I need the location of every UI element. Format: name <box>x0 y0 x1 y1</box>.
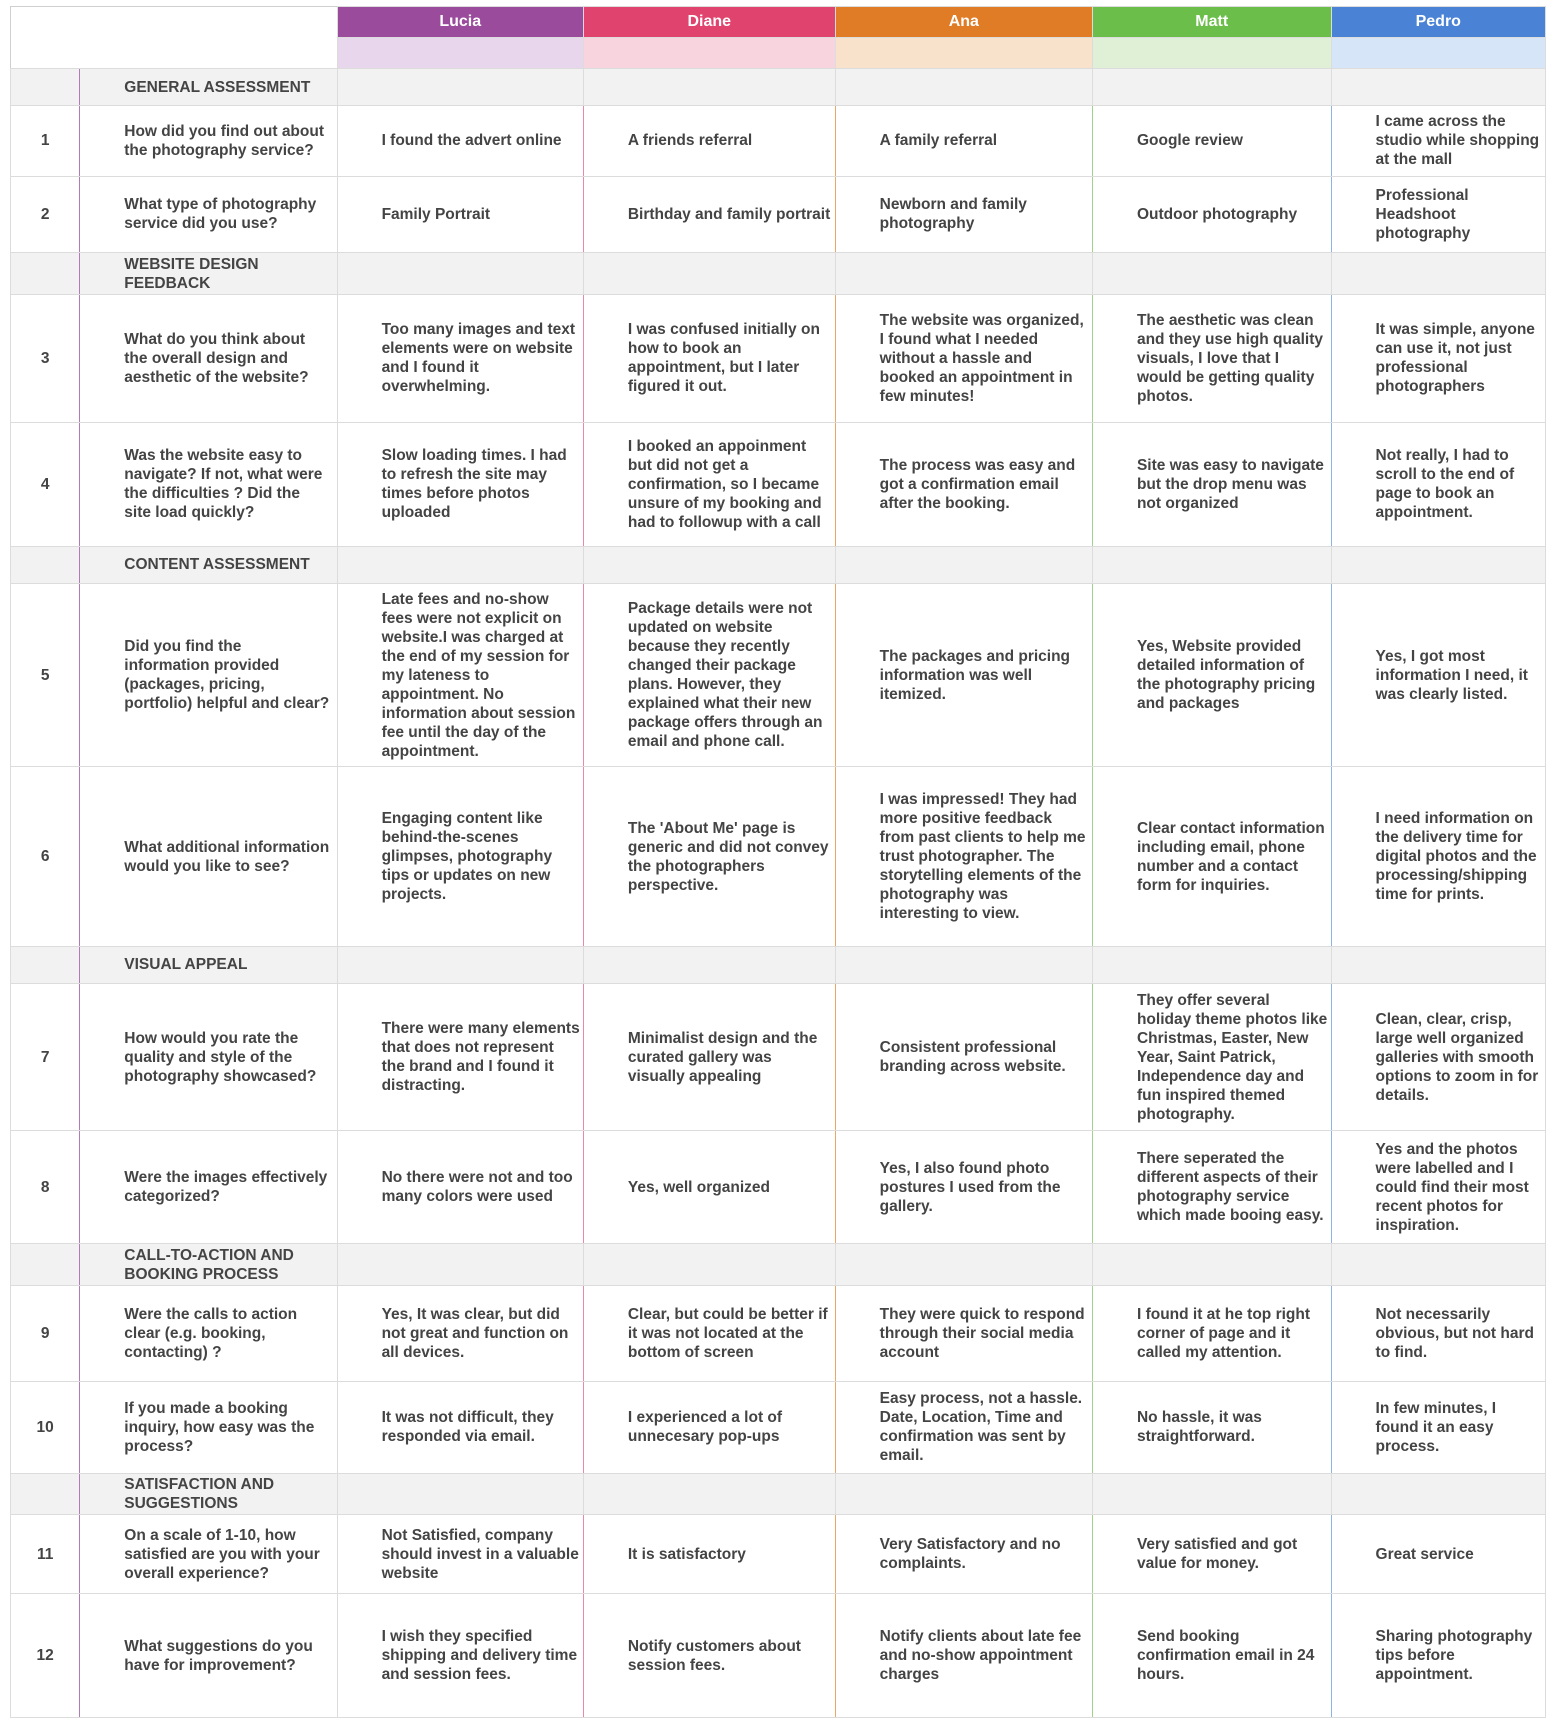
answer-lucia: Family Portrait <box>337 176 583 253</box>
answer-ana: Yes, I also found photo postures I used from the gallery. <box>835 1131 1092 1244</box>
answer-matt: Very satisfied and got value for money. <box>1092 1515 1331 1594</box>
answer-pedro: It was simple, anyone can use it, not just professional photographers <box>1331 294 1545 422</box>
section-empty-cell <box>1092 546 1331 583</box>
section-title: VISUAL APPEAL <box>80 946 337 983</box>
answer-pedro: Sharing photography tips before appointment. <box>1331 1594 1545 1718</box>
section-empty-cell <box>1331 68 1545 105</box>
question-row <box>11 294 1546 422</box>
answer-ana: The packages and pricing information was well itemized. <box>835 584 1092 767</box>
section-title: CONTENT ASSESSMENT <box>80 546 337 583</box>
question-row <box>11 422 1546 546</box>
question-number: 12 <box>11 1594 80 1718</box>
question-row <box>11 767 1546 946</box>
question-row <box>11 1285 1546 1381</box>
participant-tint-diane <box>583 37 835 68</box>
question-row <box>11 1131 1546 1244</box>
answer-pedro: Great service <box>1331 1515 1545 1594</box>
question-text: How did you find out about the photography service? <box>80 106 337 176</box>
question-number: 4 <box>11 422 80 546</box>
section-num-cell <box>11 546 80 583</box>
section-empty-cell <box>337 253 583 295</box>
feedback-table <box>10 6 1546 1718</box>
section-empty-cell <box>337 1244 583 1286</box>
answer-matt: The aesthetic was clean and they use high quality visuals, I love that I would be getting quality photos. <box>1092 294 1331 422</box>
answer-lucia: Yes, It was clear, but did not great and function on all devices. <box>337 1285 583 1381</box>
answer-ana: The website was organized, I found what I needed without a hassle and booked an appointment in few minutes! <box>835 294 1092 422</box>
question-text: If you made a booking inquiry, how easy was the process? <box>80 1381 337 1473</box>
section-num-cell <box>11 1244 80 1286</box>
answer-lucia: I wish they specified shipping and delivery time and session fees. <box>337 1594 583 1718</box>
answer-diane: It is satisfactory <box>583 1515 835 1594</box>
answer-diane: Package details were not updated on website because they recently changed their package plans. However, they explained what their new package offers through an email and phone call. <box>583 584 835 767</box>
section-empty-cell <box>1092 68 1331 105</box>
section-num-cell <box>11 1473 80 1515</box>
question-number: 3 <box>11 294 80 422</box>
section-row <box>11 1473 1546 1515</box>
answer-lucia: Engaging content like behind-the-scenes glimpses, photography tips or updates on new projects. <box>337 767 583 946</box>
question-number: 5 <box>11 584 80 767</box>
answer-ana: A family referral <box>835 106 1092 176</box>
answer-ana: The process was easy and got a confirmation email after the booking. <box>835 422 1092 546</box>
answer-matt: Google review <box>1092 106 1331 176</box>
section-empty-cell <box>1092 1473 1331 1515</box>
answer-ana: Consistent professional branding across website. <box>835 984 1092 1131</box>
answer-lucia: No there were not and too many colors were used <box>337 1131 583 1244</box>
section-empty-cell <box>337 546 583 583</box>
answer-diane: I was confused initially on how to book an appointment, but I later figured it out. <box>583 294 835 422</box>
question-number: 9 <box>11 1285 80 1381</box>
answer-ana: Easy process, not a hassle. Date, Location, Time and confirmation was sent by email. <box>835 1381 1092 1473</box>
question-text: Did you find the information provided (packages, pricing, portfolio) helpful and clear? <box>80 584 337 767</box>
answer-lucia: There were many elements that does not represent the brand and I found it distracting. <box>337 984 583 1131</box>
section-empty-cell <box>583 946 835 983</box>
section-empty-cell <box>835 1244 1092 1286</box>
section-num-cell <box>11 946 80 983</box>
question-row <box>11 1594 1546 1718</box>
answer-lucia: Not Satisfied, company should invest in a valuable website <box>337 1515 583 1594</box>
answer-matt: No hassle, it was straightforward. <box>1092 1381 1331 1473</box>
answer-diane: I experienced a lot of unnecesary pop-ups <box>583 1381 835 1473</box>
section-row <box>11 546 1546 583</box>
section-title: CALL-TO-ACTION AND BOOKING PROCESS <box>80 1244 337 1286</box>
section-row <box>11 68 1546 105</box>
participant-tint-matt <box>1092 37 1331 68</box>
question-number: 6 <box>11 767 80 946</box>
question-text: How would you rate the quality and style of the photography showcased? <box>80 984 337 1131</box>
section-num-cell <box>11 253 80 295</box>
answer-matt: There seperated the different aspects of their photography service which made booing easy. <box>1092 1131 1331 1244</box>
question-text: What suggestions do you have for improvement? <box>80 1594 337 1718</box>
participant-tint-lucia <box>337 37 583 68</box>
section-empty-cell <box>337 1473 583 1515</box>
answer-diane: Birthday and family portrait <box>583 176 835 253</box>
answer-diane: Yes, well organized <box>583 1131 835 1244</box>
question-row <box>11 106 1546 176</box>
participant-tint-ana <box>835 37 1092 68</box>
question-number: 8 <box>11 1131 80 1244</box>
section-row <box>11 1244 1546 1286</box>
answer-matt: Clear contact information including email, phone number and a contact form for inquiries. <box>1092 767 1331 946</box>
question-text: What type of photography service did you use? <box>80 176 337 253</box>
question-text: Were the images effectively categorized? <box>80 1131 337 1244</box>
participant-header-matt: Matt <box>1092 7 1331 38</box>
question-text: What additional information would you like to see? <box>80 767 337 946</box>
section-empty-cell <box>835 546 1092 583</box>
section-title: WEBSITE DESIGN FEEDBACK <box>80 253 337 295</box>
section-num-cell <box>11 68 80 105</box>
participant-header-ana: Ana <box>835 7 1092 38</box>
question-text: Was the website easy to navigate? If not, what were the difficulties ? Did the site load quickly? <box>80 422 337 546</box>
answer-diane: Clear, but could be better if it was not located at the bottom of screen <box>583 1285 835 1381</box>
section-empty-cell <box>835 946 1092 983</box>
section-empty-cell <box>337 946 583 983</box>
question-text: What do you think about the overall design and aesthetic of the website? <box>80 294 337 422</box>
question-row <box>11 984 1546 1131</box>
answer-matt: Yes, Website provided detailed information of the photography pricing and packages <box>1092 584 1331 767</box>
answer-pedro: Yes and the photos were labelled and I could find their most recent photos for inspiration. <box>1331 1131 1545 1244</box>
section-empty-cell <box>1092 1244 1331 1286</box>
participant-header-row <box>11 7 1546 38</box>
answer-pedro: Yes, I got most information I need, it was clearly listed. <box>1331 584 1545 767</box>
question-text: Were the calls to action clear (e.g. booking, contacting) ? <box>80 1285 337 1381</box>
question-number: 10 <box>11 1381 80 1473</box>
question-row <box>11 584 1546 767</box>
section-row <box>11 253 1546 295</box>
answer-matt: Site was easy to navigate but the drop menu was not organized <box>1092 422 1331 546</box>
question-row <box>11 1381 1546 1473</box>
section-empty-cell <box>583 1244 835 1286</box>
answer-ana: I was impressed! They had more positive feedback from past clients to help me trust photographer. The storytelling elements of the photography was interesting to view. <box>835 767 1092 946</box>
answer-diane: The 'About Me' page is generic and did not convey the photographers perspective. <box>583 767 835 946</box>
answer-matt: Outdoor photography <box>1092 176 1331 253</box>
participant-header-lucia: Lucia <box>337 7 583 38</box>
answer-matt: Send booking confirmation email in 24 hours. <box>1092 1594 1331 1718</box>
section-empty-cell <box>1331 253 1545 295</box>
header-corner <box>11 7 338 69</box>
section-empty-cell <box>583 253 835 295</box>
question-row <box>11 1515 1546 1594</box>
section-empty-cell <box>583 546 835 583</box>
answer-lucia: I found the advert online <box>337 106 583 176</box>
answer-ana: Very Satisfactory and no complaints. <box>835 1515 1092 1594</box>
section-empty-cell <box>1092 946 1331 983</box>
section-title: GENERAL ASSESSMENT <box>80 68 337 105</box>
answer-ana: Notify clients about late fee and no-show appointment charges <box>835 1594 1092 1718</box>
question-number: 2 <box>11 176 80 253</box>
section-row <box>11 946 1546 983</box>
answer-diane: Minimalist design and the curated gallery was visually appealing <box>583 984 835 1131</box>
participant-tint-pedro <box>1331 37 1545 68</box>
section-empty-cell <box>337 68 583 105</box>
question-number: 11 <box>11 1515 80 1594</box>
answer-diane: Notify customers about session fees. <box>583 1594 835 1718</box>
question-row <box>11 176 1546 253</box>
answer-pedro: In few minutes, I found it an easy process. <box>1331 1381 1545 1473</box>
answer-pedro: I need information on the delivery time for digital photos and the processing/shipping time for prints. <box>1331 767 1545 946</box>
section-empty-cell <box>1092 253 1331 295</box>
answer-pedro: Not necessarily obvious, but not hard to find. <box>1331 1285 1545 1381</box>
section-empty-cell <box>1331 1244 1545 1286</box>
participant-header-pedro: Pedro <box>1331 7 1545 38</box>
answer-lucia: It was not difficult, they responded via email. <box>337 1381 583 1473</box>
answer-diane: I booked an appoinment but did not get a confirmation, so I became unsure of my booking and had to followup with a call <box>583 422 835 546</box>
section-empty-cell <box>1331 546 1545 583</box>
answer-lucia: Late fees and no-show fees were not explicit on website.I was charged at the end of my session for my lateness to appointment. No information about session fee until the day of the appointment. <box>337 584 583 767</box>
question-text: On a scale of 1-10, how satisfied are you with your overall experience? <box>80 1515 337 1594</box>
answer-ana: Newborn and family photography <box>835 176 1092 253</box>
section-empty-cell <box>835 68 1092 105</box>
answer-pedro: Clean, clear, crisp, large well organized galleries with smooth options to zoom in for details. <box>1331 984 1545 1131</box>
section-empty-cell <box>583 1473 835 1515</box>
section-empty-cell <box>1331 1473 1545 1515</box>
question-number: 7 <box>11 984 80 1131</box>
question-number: 1 <box>11 106 80 176</box>
answer-diane: A friends referral <box>583 106 835 176</box>
participant-header-diane: Diane <box>583 7 835 38</box>
answer-ana: They were quick to respond through their social media account <box>835 1285 1092 1381</box>
answer-matt: They offer several holiday theme photos like Christmas, Easter, New Year, Saint Patrick, Independence day and fun inspired themed photography. <box>1092 984 1331 1131</box>
answer-pedro: Not really, I had to scroll to the end of page to book an appointment. <box>1331 422 1545 546</box>
answer-matt: I found it at he top right corner of page and it called my attention. <box>1092 1285 1331 1381</box>
answer-pedro: Professional Headshoot photography <box>1331 176 1545 253</box>
answer-lucia: Too many images and text elements were on website and I found it overwhelming. <box>337 294 583 422</box>
answer-pedro: I came across the studio while shopping at the mall <box>1331 106 1545 176</box>
section-empty-cell <box>1331 946 1545 983</box>
section-title: SATISFACTION AND SUGGESTIONS <box>80 1473 337 1515</box>
answer-lucia: Slow loading times. I had to refresh the site may times before photos uploaded <box>337 422 583 546</box>
section-empty-cell <box>835 253 1092 295</box>
section-empty-cell <box>583 68 835 105</box>
section-empty-cell <box>835 1473 1092 1515</box>
